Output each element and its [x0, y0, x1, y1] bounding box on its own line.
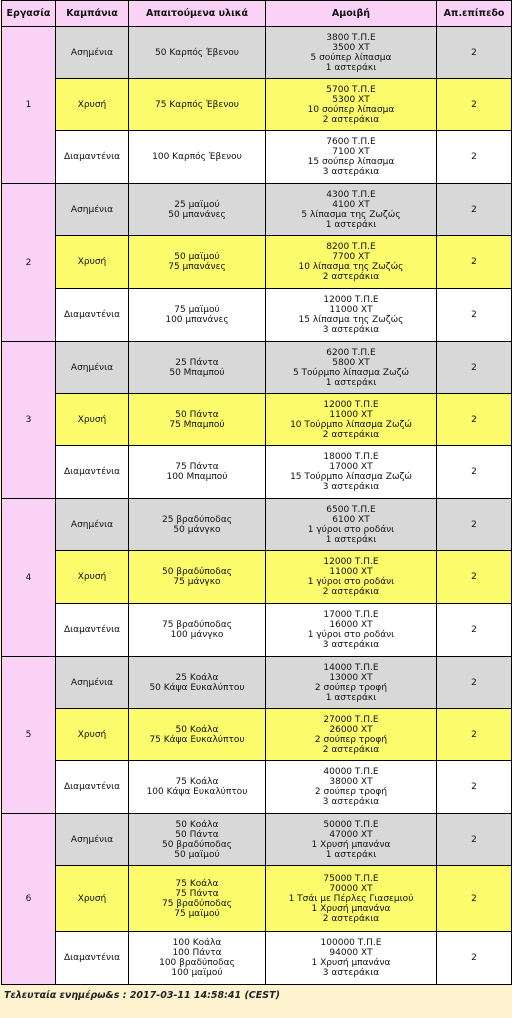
task-number: 5 — [2, 657, 56, 814]
reward-line: 17000 Τ.Π.Ε — [323, 610, 379, 620]
level-cell: 2 — [437, 289, 512, 342]
reward-line: 4300 Τ.Π.Ε — [326, 189, 376, 200]
reward-line: 15 σούπερ λίπασμα — [307, 157, 395, 167]
reward-cell — [266, 499, 437, 551]
reward-line: 10 Τούρμπο λίπασμα Ζωζώ — [290, 419, 412, 430]
reward-line: 27000 Τ.Π.Ε — [323, 714, 379, 725]
level-cell: 2 — [437, 236, 512, 289]
reward-cell — [266, 27, 437, 79]
reward-line: 47000 ΧΤ — [329, 829, 373, 840]
materials-line: 100 μαϊμού — [171, 968, 223, 978]
reward-line: 6500 Τ.Π.Ε — [326, 504, 376, 515]
level-cell: 2 — [437, 814, 512, 866]
table-row — [2, 394, 512, 446]
reward-line: 17000 ΧΤ — [329, 462, 373, 472]
table-row — [2, 814, 512, 866]
materials-cell — [129, 657, 266, 709]
materials-line: 25 βραδύποδας — [161, 514, 233, 525]
reward-line: 1 Τσάι με Πέρλες Γιασεμιού — [288, 893, 414, 904]
reward-line: 40000 Τ.Π.Ε — [323, 767, 379, 777]
materials-line: 100 μπανάνες — [165, 315, 229, 325]
materials-line: 100 Καρπός Έβενου — [152, 152, 242, 162]
task-number: 2 — [2, 184, 56, 342]
level-cell: 2 — [437, 131, 512, 184]
reward-line: 5 Τούρμπο λίπασμα Ζωζώ — [292, 367, 410, 378]
reward-line: 94000 ΧΤ — [329, 948, 373, 958]
header-reward: Αμοιβή — [266, 1, 437, 27]
materials-cell — [129, 184, 266, 236]
last-updated: Τελευταία ενημέρω&s : 2017-03-11 14:58:41 (CEST) — [4, 990, 280, 1001]
materials-line: 50 Πάντα — [175, 409, 219, 420]
reward-line: 8200 Τ.Π.Ε — [326, 242, 376, 252]
materials-line: 100 Κοάλα — [172, 938, 222, 948]
materials-line: 25 Πάντα — [175, 357, 219, 368]
materials-line: 100 Πάντα — [172, 948, 222, 958]
materials-line: 50 Πάντα — [175, 829, 219, 840]
campaign-cell: Διαμαντένια — [56, 131, 129, 184]
materials-cell — [129, 866, 266, 932]
reward-cell — [266, 446, 437, 499]
reward-line: 6200 Τ.Π.Ε — [326, 347, 376, 358]
materials-line: 50 Κοάλα — [175, 819, 219, 830]
reward-cell — [266, 709, 437, 761]
reward-line: 2 αστεράκια — [322, 429, 380, 440]
reward-cell — [266, 657, 437, 709]
task-number: 6 — [2, 814, 56, 985]
reward-line: 12000 Τ.Π.Ε — [323, 557, 379, 567]
reward-line: 5 λίπασμα της Ζωζώς — [301, 209, 401, 220]
materials-cell — [129, 131, 266, 184]
reward-line: 10 σούπερ λίπασμα — [307, 104, 395, 115]
reward-line: 3 αστεράκια — [322, 482, 380, 492]
reward-line: 1 αστεράκι — [325, 62, 377, 73]
campaign-cell: Ασημένια — [56, 499, 129, 551]
reward-line: 6100 ΧΤ — [332, 514, 370, 525]
table-row — [2, 709, 512, 761]
header-materials: Απαιτούμενα υλικά — [129, 1, 266, 27]
materials-cell — [129, 761, 266, 814]
reward-line: 1 αστεράκι — [325, 534, 377, 545]
task-number: 1 — [2, 27, 56, 184]
reward-line: 2 αστεράκια — [322, 913, 380, 924]
reward-cell — [266, 236, 437, 289]
materials-line: 75 μαϊμού — [174, 305, 220, 315]
reward-line: 16000 ΧΤ — [329, 620, 373, 630]
header-task: Εργασία — [2, 1, 56, 27]
campaign-table — [1, 0, 512, 985]
table-row — [2, 184, 512, 236]
table-row — [2, 131, 512, 184]
materials-line: 100 Κάψα Ευκαλύπτου — [146, 787, 248, 797]
campaign-cell: Ασημένια — [56, 27, 129, 79]
materials-line: 50 μάνγκο — [173, 524, 221, 535]
materials-line: 100 Μπαμπού — [166, 472, 228, 482]
materials-cell — [129, 499, 266, 551]
table-row — [2, 604, 512, 657]
level-cell: 2 — [437, 551, 512, 604]
level-cell: 2 — [437, 446, 512, 499]
reward-line: 12000 Τ.Π.Ε — [323, 399, 379, 410]
materials-line: 75 Πάντα — [175, 462, 219, 472]
campaign-cell: Χρυσή — [56, 709, 129, 761]
table-row — [2, 236, 512, 289]
reward-line: 18000 Τ.Π.Ε — [323, 452, 379, 462]
table-row — [2, 551, 512, 604]
campaign-cell: Ασημένια — [56, 814, 129, 866]
level-cell: 2 — [437, 394, 512, 446]
campaign-cell: Διαμαντένια — [56, 604, 129, 657]
table-row — [2, 289, 512, 342]
materials-line: 50 μαϊμού — [174, 252, 220, 262]
reward-cell — [266, 866, 437, 932]
reward-line: 3800 Τ.Π.Ε — [326, 32, 376, 43]
reward-line: 2 αστεράκια — [322, 114, 380, 125]
reward-cell — [266, 131, 437, 184]
materials-line: 50 Καρπός Έβενου — [155, 47, 239, 58]
table-row — [2, 27, 512, 79]
reward-line: 1 Χρυσή μπανάνα — [311, 958, 391, 968]
table-row — [2, 342, 512, 394]
materials-cell — [129, 709, 266, 761]
reward-line: 1 γύροι στο ροδάνι — [307, 630, 395, 640]
table-row — [2, 79, 512, 131]
campaign-cell: Χρυσή — [56, 866, 129, 932]
reward-line: 11000 ΧΤ — [329, 567, 373, 577]
reward-line: 1 αστεράκι — [325, 692, 377, 703]
materials-line: 75 μαϊμού — [174, 908, 220, 919]
reward-line: 2 σούπερ τροφή — [314, 682, 388, 693]
reward-line: 11000 ΧΤ — [329, 305, 373, 315]
materials-line: 25 Κοάλα — [175, 672, 219, 683]
reward-line: 10 λίπασμα της Ζωζώς — [298, 262, 404, 272]
reward-cell — [266, 551, 437, 604]
reward-cell — [266, 604, 437, 657]
reward-line: 50000 Τ.Π.Ε — [323, 819, 379, 830]
materials-line: 75 Καρπός Έβενου — [155, 99, 239, 110]
reward-cell — [266, 394, 437, 446]
materials-cell — [129, 79, 266, 131]
materials-cell — [129, 289, 266, 342]
materials-cell — [129, 236, 266, 289]
level-cell: 2 — [437, 27, 512, 79]
materials-cell — [129, 932, 266, 985]
reward-cell — [266, 342, 437, 394]
reward-line: 5 σούπερ λίπασμα — [310, 52, 392, 63]
materials-line: 50 μαϊμού — [174, 849, 220, 860]
materials-line: 75 Κοάλα — [175, 878, 219, 889]
reward-cell — [266, 289, 437, 342]
reward-line: 4100 ΧΤ — [332, 199, 370, 210]
level-cell: 2 — [437, 184, 512, 236]
materials-cell — [129, 604, 266, 657]
reward-line: 7600 Τ.Π.Ε — [326, 137, 376, 147]
reward-cell — [266, 761, 437, 814]
materials-cell — [129, 551, 266, 604]
level-cell: 2 — [437, 499, 512, 551]
materials-line: 50 Μπαμπού — [169, 367, 225, 378]
reward-cell — [266, 814, 437, 866]
reward-line: 2 αστεράκια — [322, 272, 380, 282]
materials-cell — [129, 446, 266, 499]
reward-line: 7100 ΧΤ — [332, 147, 370, 157]
level-cell: 2 — [437, 709, 512, 761]
table-row — [2, 932, 512, 985]
level-cell: 2 — [437, 657, 512, 709]
reward-line: 5800 ΧΤ — [332, 357, 370, 368]
materials-line: 50 Κοάλα — [175, 724, 219, 735]
reward-line: 3500 ΧΤ — [332, 42, 370, 53]
campaign-cell: Χρυσή — [56, 79, 129, 131]
materials-line: 50 βραδύποδας — [161, 839, 233, 850]
level-cell: 2 — [437, 866, 512, 932]
reward-line: 1 αστεράκι — [325, 377, 377, 388]
reward-line: 26000 ΧΤ — [329, 724, 373, 735]
table-row — [2, 866, 512, 932]
level-cell: 2 — [437, 342, 512, 394]
materials-line: 75 Πάντα — [175, 888, 219, 899]
materials-line: 25 μαϊμού — [174, 199, 220, 210]
reward-line: 15 λίπασμα της Ζωζώς — [298, 315, 404, 325]
reward-line: 13000 ΧΤ — [329, 672, 373, 683]
level-cell: 2 — [437, 604, 512, 657]
reward-line: 15 Τούρμπο λίπασμα Ζωζώ — [290, 472, 412, 482]
task-number: 4 — [2, 499, 56, 657]
reward-line: 70000 ΧΤ — [329, 883, 373, 894]
reward-line: 3 αστεράκια — [322, 640, 380, 650]
table-row — [2, 761, 512, 814]
task-number: 3 — [2, 342, 56, 499]
level-cell: 2 — [437, 79, 512, 131]
reward-cell — [266, 932, 437, 985]
materials-line: 75 βραδύποδας — [161, 620, 233, 630]
materials-line: 75 μάνγκο — [173, 577, 221, 587]
materials-line: 75 μπανάνες — [168, 262, 226, 272]
reward-line: 3 αστεράκια — [322, 797, 380, 807]
materials-cell — [129, 342, 266, 394]
materials-line: 50 βραδύποδας — [161, 567, 233, 577]
reward-line: 38000 ΧΤ — [329, 777, 373, 787]
materials-cell — [129, 27, 266, 79]
reward-line: 1 γύροι στο ροδάνι — [307, 524, 395, 535]
reward-line: 14000 Τ.Π.Ε — [323, 662, 379, 673]
campaign-cell: Ασημένια — [56, 657, 129, 709]
table-row — [2, 499, 512, 551]
campaign-cell: Χρυσή — [56, 551, 129, 604]
materials-line: 75 Κάψα Ευκαλύπτου — [149, 734, 245, 745]
table-row — [2, 657, 512, 709]
reward-line: 5700 Τ.Π.Ε — [326, 84, 376, 95]
reward-line: 2 σούπερ τροφή — [314, 734, 388, 745]
header-row — [2, 1, 512, 27]
campaign-cell: Ασημένια — [56, 342, 129, 394]
reward-line: 3 αστεράκια — [322, 167, 380, 177]
level-cell: 2 — [437, 761, 512, 814]
table-row — [2, 446, 512, 499]
campaign-cell: Διαμαντένια — [56, 761, 129, 814]
reward-line: 7700 ΧΤ — [332, 252, 370, 262]
reward-line: 2 αστεράκια — [322, 744, 380, 755]
materials-cell — [129, 394, 266, 446]
reward-line: 1 Χρυσή μπανάνα — [311, 903, 391, 914]
materials-line: 100 βραδύποδας — [159, 958, 235, 968]
campaign-cell: Ασημένια — [56, 184, 129, 236]
campaign-cell: Διαμαντένια — [56, 932, 129, 985]
reward-cell — [266, 184, 437, 236]
reward-cell — [266, 79, 437, 131]
reward-line: 1 αστεράκι — [325, 219, 377, 230]
level-cell: 2 — [437, 932, 512, 985]
materials-line: 75 Κοάλα — [175, 777, 219, 787]
reward-line: 1 γύροι στο ροδάνι — [307, 577, 395, 587]
campaign-cell: Διαμαντένια — [56, 446, 129, 499]
materials-line: 50 μπανάνες — [168, 209, 226, 220]
reward-line: 11000 ΧΤ — [329, 409, 373, 420]
reward-line: 75000 Τ.Π.Ε — [323, 873, 379, 884]
campaign-cell: Χρυσή — [56, 394, 129, 446]
header-level: Απ.επίπεδο — [437, 1, 512, 27]
reward-line: 2 αστεράκια — [322, 587, 380, 597]
reward-line: 2 σούπερ τροφή — [314, 787, 388, 797]
header-campaign: Καμπάνια — [56, 1, 129, 27]
reward-line: 5300 ΧΤ — [332, 94, 370, 105]
materials-line: 50 Κάψα Ευκαλύπτου — [149, 682, 245, 693]
reward-line: 3 αστεράκια — [322, 968, 380, 978]
reward-line: 1 Χρυσή μπανάνα — [311, 839, 391, 850]
reward-line: 12000 Τ.Π.Ε — [323, 295, 379, 305]
reward-line: 1 αστεράκι — [325, 849, 377, 860]
materials-cell — [129, 814, 266, 866]
reward-line: 3 αστεράκια — [322, 325, 380, 335]
campaign-cell: Χρυσή — [56, 236, 129, 289]
materials-line: 75 Μπαμπού — [169, 419, 225, 430]
materials-line: 100 μάνγκο — [170, 630, 224, 640]
materials-line: 75 βραδύποδας — [161, 898, 233, 909]
reward-line: 100000 Τ.Π.Ε — [320, 938, 382, 948]
campaign-cell: Διαμαντένια — [56, 289, 129, 342]
